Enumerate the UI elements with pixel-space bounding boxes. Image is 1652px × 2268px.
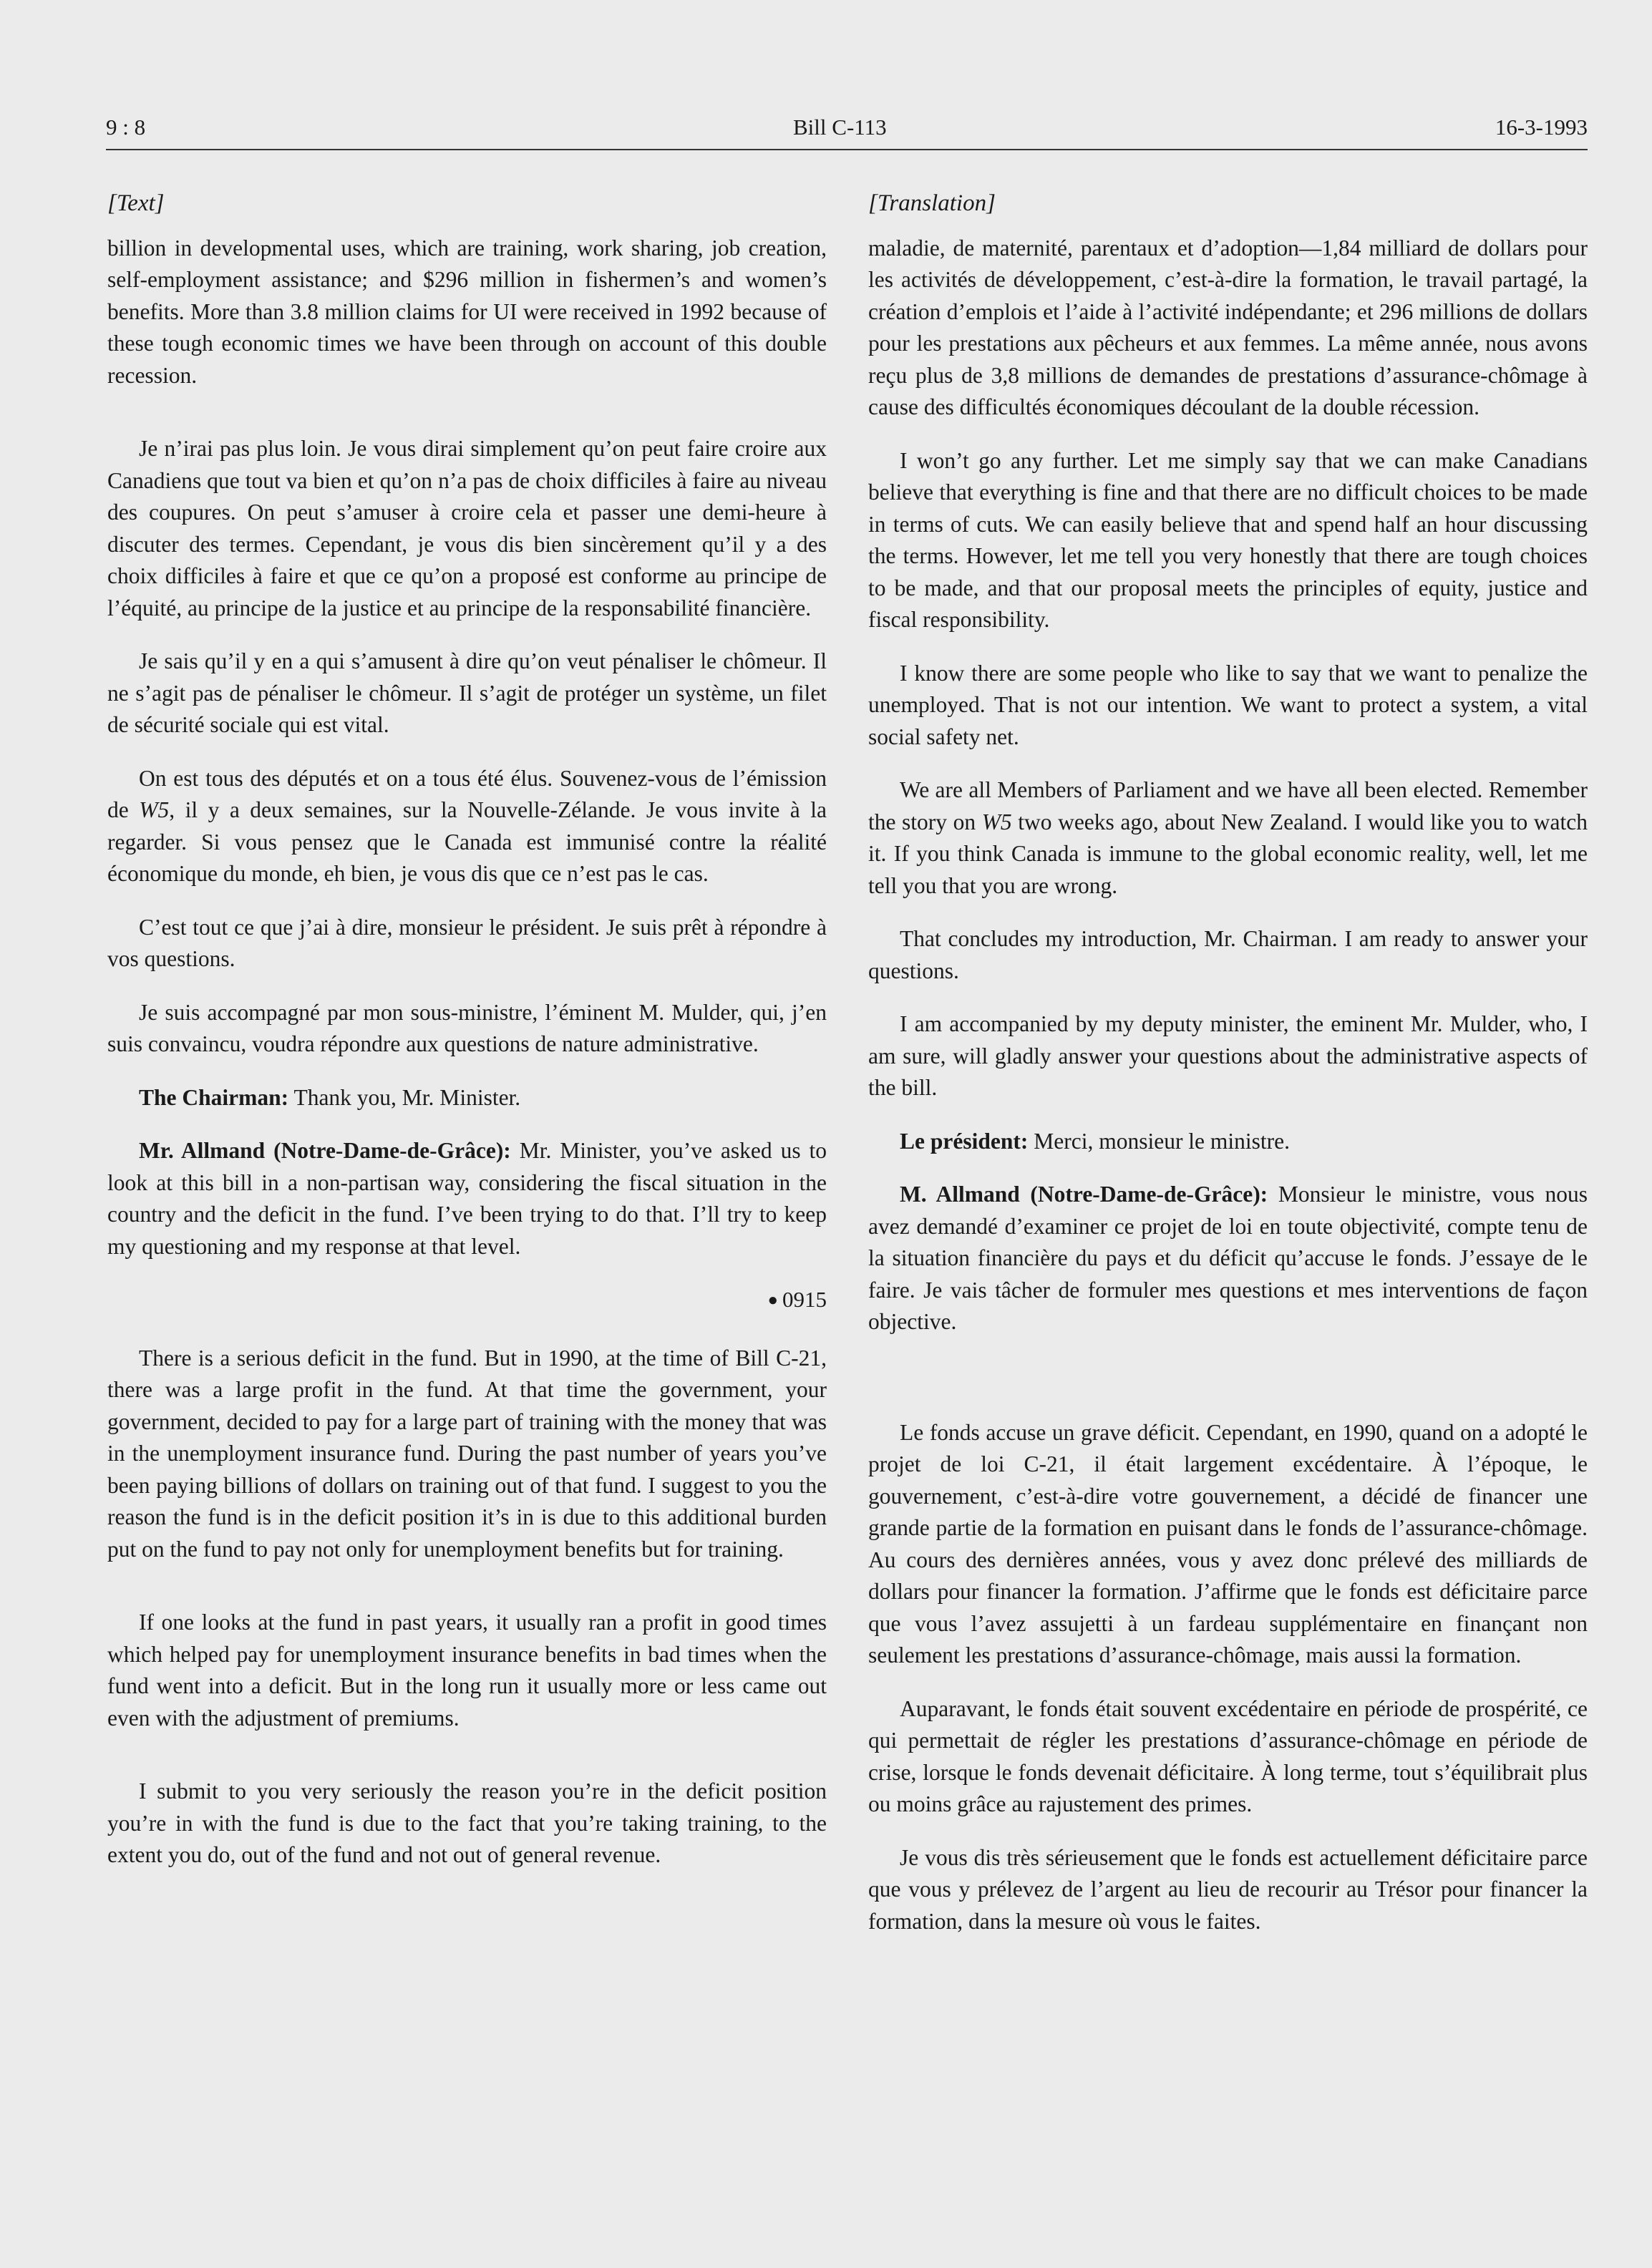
time-marker-text: 0915 xyxy=(782,1287,827,1312)
paragraph: There is a serious deficit in the fund. But in 1990, at the time of Bill C-21, there was a large profit in the fund. At that time the government, your government, decided to pay for a large part of training with the money that was in the unemployment insurance fund. During the past number of years you’ve been paying billions of dollars on training out of that fund. I suggest to you the reason the fund is in the deficit position it’s in is due to this additional burden put on the fund to pay not only for unemployment benefits but for training. xyxy=(107,1345,827,1562)
bullet-icon: ● xyxy=(767,1291,778,1310)
page-number: 9 : 8 xyxy=(106,115,146,140)
paragraph: C’est tout ce que j’ai à dire, monsieur le président. Je suis prêt à répondre à vos questions. xyxy=(107,914,827,971)
header-date: 16-3-1993 xyxy=(1495,115,1588,140)
paragraph: I won’t go any further. Let me simply say that we can make Canadians believe that everything is fine and that there are no difficult choices to be made in terms of cuts. We can easily believe that and spend half an hour discussing the terms. However, let me tell you very honestly that there are tough choices to be made, and that our proposal meets the principles of equity, justice and fiscal responsibility. xyxy=(868,447,1588,632)
paragraph xyxy=(107,1135,827,1262)
speaker-name: The Chairman: xyxy=(139,1084,289,1110)
paragraph: I know there are some people who like to say that we want to penalize the unemployed. That is not our intention. We want to protect a system, a vital social safety net. xyxy=(868,660,1588,749)
program-title: W5 xyxy=(981,809,1012,834)
paragraph: Je sais qu’il y en a qui s’amusent à dire qu’on veut pénaliser le chômeur. Il ne s’agit pas de pénaliser le chômeur. Il s’agit de protéger un système, un filet de sécurité sociale qui est vital. xyxy=(107,648,827,737)
right-column xyxy=(868,188,1588,1959)
speech-text: Mr. Minister, you’ve asked us to look at this bill in a non-partisan way, considering the fiscal situation in the country and the deficit in the fund. I’ve been trying to do that. I’ll try to keep my questioning and my response at that level. xyxy=(107,1138,827,1259)
paragraph: If one looks at the fund in past years, it usually ran a profit in good times which helped pay for unemployment insurance benefits in bad times when the fund went into a deficit. But in the long run it usually more or less came out even with the adjustment of premiums. xyxy=(107,1610,827,1731)
paragraph xyxy=(868,1179,1588,1338)
paragraph: That concludes my introduction, Mr. Chairman. I am ready to answer your questions. xyxy=(868,926,1588,983)
paragraph xyxy=(107,1082,827,1114)
paragraph xyxy=(107,763,827,890)
speech-text: Monsieur le ministre, vous nous avez demandé d’examiner ce projet de loi en toute objectivité, compte tenu de la situation financière du pays et du déficit qu’accuse le fonds. J’essaye de le faire. Je vais tâcher de formuler mes questions et mes interventions de façon objective. xyxy=(868,1182,1588,1334)
paragraph: Auparavant, le fonds était souvent excédentaire en période de prospérité, ce qui permettait de régler les prestations d’assurance-chômage en période de crise, lorsque le fonds devenait déficitaire. À long terme, tout s’équilibrait plus ou moins grâce au rajustement des primes. xyxy=(868,1695,1588,1816)
paragraph: billion in developmental uses, which are training, work sharing, job creation, self-employment assistance; and $296 million in fishermen’s and women’s benefits. More than 3.8 million claims for UI were received in 1992 because of these tough economic times we have been through on account of this double recession. xyxy=(107,235,827,388)
paragraph: Je vous dis très sérieusement que le fonds est actuellement déficitaire parce que vous y prélevez de l’argent au lieu de recourir au Trésor pour financer la formation, dans la mesure où vous le faites. xyxy=(868,1844,1588,1934)
time-marker xyxy=(107,1284,827,1317)
program-title: W5 xyxy=(139,797,170,822)
paragraph: I submit to you very seriously the reason you’re in the deficit position you’re in with the fund is due to the fact that you’re taking training, to the extent you do, out of the fund and not out of general revenue. xyxy=(107,1778,827,1867)
paragraph: Je suis accompagné par mon sous-ministre, l’éminent M. Mulder, qui, j’en suis convaincu, voudra répondre aux questions de nature administrative. xyxy=(107,999,827,1056)
page-header xyxy=(106,109,1588,150)
paragraph: maladie, de maternité, parentaux et d’adoption—1,84 milliard de dollars pour les activités de développement, c’est-à-dire la formation, le travail partagé, la création d’emplois et l’aide à l’activité indépendante; et 296 millions de dollars pour les prestations aux pêcheurs et aux femmes. La même année, nous avons reçu plus de 3,8 millions de demandes de prestations d’assurance-chômage à cause des difficultés économiques découlant de la double récession. xyxy=(868,235,1588,419)
paragraph-text: , il y a deux semaines, sur la Nouvelle-Zélande. Je vous invite à la regarder. Si vous pensez que le Canada est immunisé contre la réalité économique du monde, eh bien, je vous dis que ce n’est pas le cas. xyxy=(107,797,827,886)
speech-text: Thank you, Mr. Minister. xyxy=(288,1084,521,1110)
translation-label: [Translation] xyxy=(868,190,996,216)
speech-text: Merci, monsieur le ministre. xyxy=(1028,1128,1291,1154)
speaker-name: Mr. Allmand (Notre-Dame-de-Grâce): xyxy=(139,1138,511,1163)
paragraph-text: two weeks ago, about New Zealand. I would like you to watch it. If you think Canada is immune to the global economic reality, well, let me tell you that you are wrong. xyxy=(868,809,1588,898)
speaker-name: Le président: xyxy=(900,1128,1029,1154)
paragraph xyxy=(868,1126,1588,1158)
text-label: [Text] xyxy=(107,190,165,216)
paragraph xyxy=(868,774,1588,902)
paragraph: Le fonds accuse un grave déficit. Cependant, en 1990, quand on a adopté le projet de loi C-21, il était largement excédentaire. À l’époque, le gouvernement, c’est-à-dire votre gouvernement, a décidé de financer une grande partie de la formation en puisant dans le fonds de l’assurance-chômage. Au cours des dernières années, vous y avez donc prélevé des milliards de dollars pour financer la formation. J’affirme que le fonds est déficitaire parce que vous l’avez assujetti à un fardeau supplémentaire en finançant non seulement les prestations d’assurance-chômage, mais aussi la formation. xyxy=(868,1419,1588,1668)
paragraph-text: We are all Members of Parliament and we have all been elected. Remember the story on xyxy=(868,777,1588,834)
paragraph: Je n’irai pas plus loin. Je vous dirai simplement qu’on peut faire croire aux Canadiens que tout va bien et qu’on n’a pas de choix difficiles à faire au niveau des coupures. On peut s’amuser à croire cela et passer une demi-heure à discuter des termes. Cependant, je vous dis bien sincèrement qu’il y a des choix difficiles à faire et que ce qu’on a proposé est conforme au principe de l’équité, au principe de la justice et au principe de la responsabilité financière. xyxy=(107,436,827,620)
paragraph: I am accompanied by my deputy minister, the eminent Mr. Mulder, who, I am sure, will gladly answer your questions about the administrative aspects of the bill. xyxy=(868,1011,1588,1100)
paragraph-text: On est tous des députés et on a tous été élus. Souvenez-vous de l’émission de xyxy=(107,765,827,822)
bill-title: Bill C-113 xyxy=(793,115,887,140)
speaker-name: M. Allmand (Notre-Dame-de-Grâce): xyxy=(900,1182,1268,1207)
left-column xyxy=(107,188,827,1893)
